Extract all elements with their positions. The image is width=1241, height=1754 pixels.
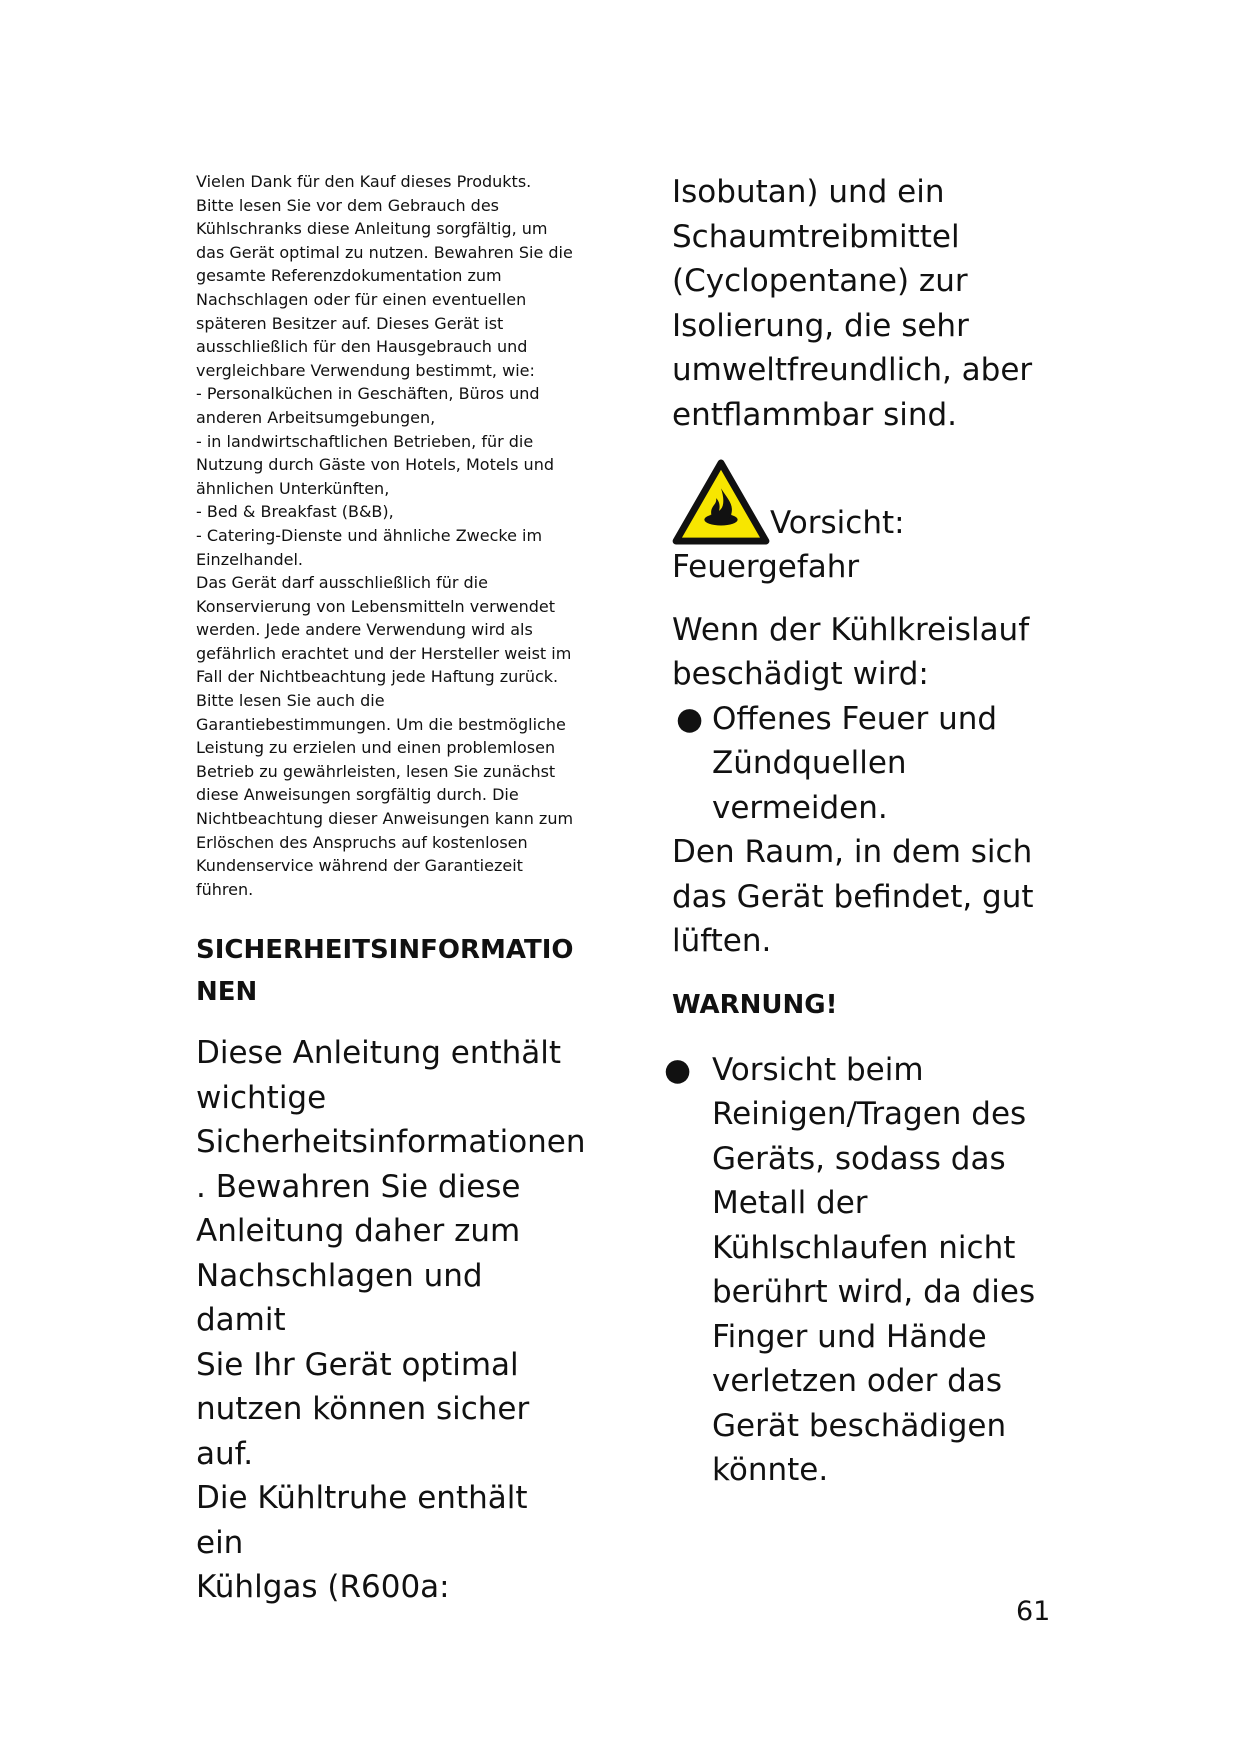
refrigerant-line: umweltfreundlich, aber [672, 352, 1033, 388]
intro-line: führen. [196, 879, 254, 899]
intro-line: gesamte Referenzdokumentation zum [196, 266, 502, 286]
intro-line: Nutzung durch Gäste von Hotels, Motels und [196, 455, 554, 475]
intro-line: Das Gerät darf ausschließlich für die [196, 573, 488, 593]
intro-line: ähnlichen Unterkünften, [196, 478, 390, 498]
bullet-text: Offenes Feuer und Zündquellen vermeiden. [712, 700, 998, 826]
body-line: wichtige [196, 1079, 327, 1116]
caution-fire-hazard: Feuergefahr [672, 549, 860, 585]
refrigerant-line: entflammbar sind. [672, 396, 958, 433]
intro-line: - Personalküchen in Geschäften, Büros und [196, 384, 540, 404]
body-line: Sie Ihr Gerät optimal [196, 1346, 519, 1383]
intro-line: Nichtbeachtung dieser Anweisungen kann zum [196, 809, 574, 829]
intro-line: Kühlschranks diese Anleitung sorgfältig, um [196, 219, 548, 239]
bullet-dot: ● [676, 700, 704, 737]
body-line: Diese Anleitung enthält [196, 1035, 562, 1072]
safety-body-text [196, 1031, 586, 1610]
circuit-line: Wenn der Kühlkreislauf [672, 611, 1030, 648]
body-line: . Bewahren Sie diese [196, 1168, 521, 1205]
intro-line: Kundenservice während der Garantiezeit [196, 856, 523, 876]
intro-line: späteren Besitzer auf. Dieses Gerät ist [196, 313, 504, 333]
right-column [664, 170, 1062, 1493]
intro-line: Vielen Dank für den Kauf dieses Produkts. [196, 172, 532, 191]
refrigerant-line: Isobutan) und ein [672, 174, 945, 210]
intro-line: Einzelhandel. [196, 549, 303, 569]
body-line: Anleitung daher zum [196, 1213, 521, 1250]
body-line: Die Kühltruhe enthält ein [196, 1480, 528, 1561]
intro-text [196, 170, 581, 901]
circuit-line: beschädigt wird: [672, 656, 929, 692]
intro-line: werden. Jede andere Verwendung wird als [196, 620, 533, 640]
refrigerant-text [672, 170, 1062, 437]
fire-caution-line [672, 459, 1062, 545]
intro-line: Fall der Nichtbeachtung jede Haftung zurück. [196, 667, 559, 687]
intro-line: - Bed & Breakfast (B&B), [196, 502, 394, 522]
intro-line: Betrieb zu gewährleisten, lesen Sie zunächst [196, 761, 556, 781]
circuit-bullet-list [672, 697, 1062, 831]
page-number: 61 [1016, 1596, 1051, 1627]
section-heading-line-1: SICHERHEITSINFORMATIO [196, 935, 574, 966]
intro-line: Leistung zu erzielen und einen problemlosen [196, 738, 556, 758]
list-item [664, 1048, 1062, 1493]
intro-line: Bitte lesen Sie auch die [196, 691, 385, 711]
list-item [672, 697, 1062, 831]
ventilation-text: Den Raum, in dem sich das Gerät befindet, gut lüften. [672, 834, 1034, 959]
body-line: Sicherheitsinformationen [196, 1124, 586, 1161]
refrigerant-line: (Cyclopentane) zur [672, 263, 968, 299]
intro-line: anderen Arbeitsumgebungen, [196, 407, 436, 427]
intro-line: diese Anweisungen sorgfältig durch. Die [196, 785, 519, 805]
intro-line: Nachschlagen oder für einen eventuellen [196, 289, 527, 309]
intro-line: Garantiebestimmungen. Um die bestmögliche [196, 714, 566, 734]
intro-line: ausschließlich für den Hausgebrauch und [196, 337, 528, 357]
warning-bullet-list [664, 1048, 1062, 1493]
intro-line: Erlöschen des Anspruchs auf kostenlosen [196, 832, 528, 852]
body-line: Nachschlagen und damit [196, 1257, 483, 1339]
intro-line: Bitte lesen Sie vor dem Gebrauch des [196, 195, 499, 215]
intro-line: - Catering-Dienste und ähnliche Zwecke im [196, 525, 543, 545]
section-heading-line-2: NEN [196, 977, 258, 1008]
refrigerant-line: Schaumtreibmittel [672, 218, 960, 255]
intro-line: Konservierung von Lebensmitteln verwendet [196, 596, 556, 616]
caution-word: Vorsicht: [770, 504, 905, 541]
intro-line: das Gerät optimal zu nutzen. Bewahren Sie die [196, 242, 573, 262]
body-line: auf. [196, 1435, 254, 1472]
intro-line: vergleichbare Verwendung bestimmt, wie: [196, 360, 535, 380]
left-column [196, 170, 586, 1610]
warning-heading: WARNUNG! [672, 989, 838, 1020]
body-line: nutzen können sicher [196, 1391, 530, 1428]
intro-line: gefährlich erachtet und der Hersteller weist im [196, 643, 572, 663]
bullet-dot: ● [664, 1051, 692, 1088]
body-line: Kühlgas (R600a: [196, 1569, 450, 1606]
intro-line: - in landwirtschaftlichen Betrieben, für die [196, 431, 534, 451]
refrigerant-line: Isolierung, die sehr [672, 307, 969, 344]
fire-hazard-warning-icon [672, 459, 770, 545]
bullet-text: Vorsicht beim Reinigen/Tragen des Geräts, sodass das Metall der Kühlschlaufen nicht berührt wird, da dies Finger und Hände verletzen oder das Gerät beschädigen könnte. [712, 1051, 1036, 1488]
section-heading [196, 929, 581, 1013]
